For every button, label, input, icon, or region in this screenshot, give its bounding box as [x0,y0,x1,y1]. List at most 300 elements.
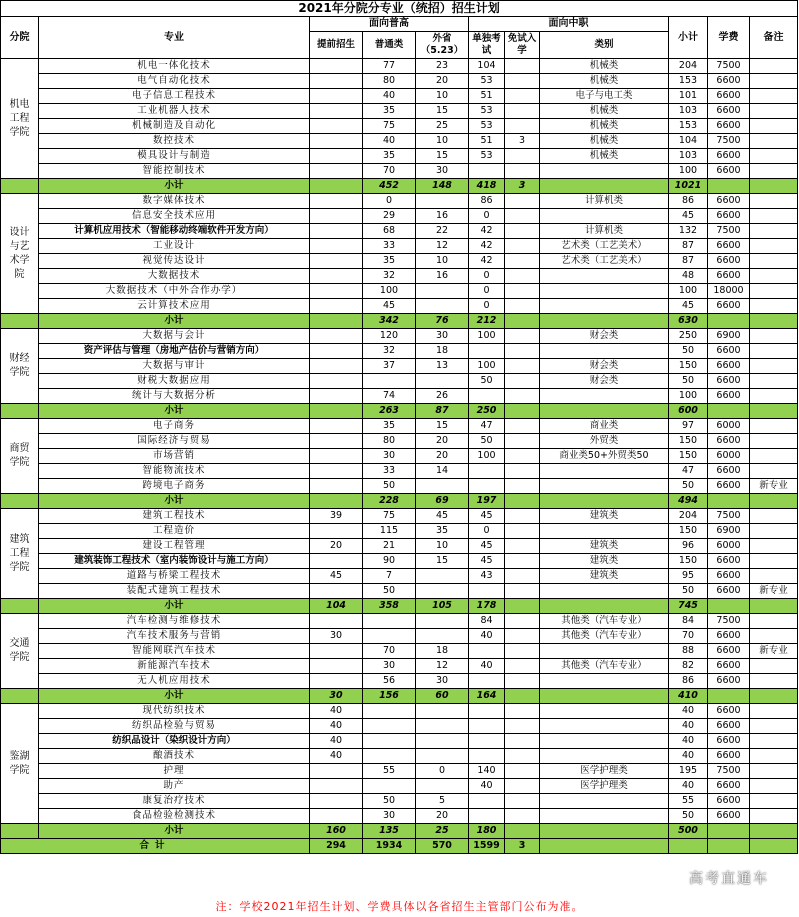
cell-early [310,254,363,269]
cell-category [540,704,669,719]
cell-exempt [505,119,540,134]
cell-fee: 6600 [708,719,750,734]
cell-total: 150 [669,554,708,569]
major-name: 建设工程管理 [39,539,310,554]
cell-note [750,209,798,224]
subtotal-single: 180 [469,824,505,839]
cell-single: 53 [469,119,505,134]
cell-external: 15 [416,554,469,569]
cell-exempt [505,539,540,554]
cell-single: 42 [469,254,505,269]
cell-fee: 6600 [708,794,750,809]
subtotal-row [1,494,798,509]
cell-external [416,749,469,764]
cell-single: 47 [469,419,505,434]
subtotal-external: 87 [416,404,469,419]
cell-exempt [505,329,540,344]
major-name: 工业设计 [39,239,310,254]
cell-total: 153 [669,74,708,89]
cell-note [750,149,798,164]
cell-note [750,119,798,134]
cell-regular: 115 [363,524,416,539]
table-row [1,89,798,104]
cell-external: 30 [416,674,469,689]
cell-early [310,299,363,314]
cell-total: 82 [669,659,708,674]
cell-regular: 74 [363,389,416,404]
cell-note [750,734,798,749]
cell-external [416,719,469,734]
subtotal-spacer [1,179,39,194]
cell-early [310,269,363,284]
major-name: 工程造价 [39,524,310,539]
subtotal-category [540,824,669,839]
cell-note [750,524,798,539]
cell-exempt [505,419,540,434]
cell-category: 建筑类 [540,509,669,524]
cell-note [750,359,798,374]
cell-fee: 6600 [708,674,750,689]
cell-note [750,194,798,209]
cell-single: 100 [469,329,505,344]
cell-category [540,284,669,299]
major-name: 电子信息工程技术 [39,89,310,104]
table-row [1,719,798,734]
cell-regular [363,734,416,749]
cell-regular: 70 [363,644,416,659]
subtotal-total: 600 [669,404,708,419]
cell-fee: 6000 [708,539,750,554]
cell-regular: 40 [363,134,416,149]
subtotal-note [750,689,798,704]
subtotal-external: 76 [416,314,469,329]
subtotal-exempt [505,689,540,704]
cell-external: 18 [416,344,469,359]
cell-exempt [505,809,540,824]
cell-external: 16 [416,269,469,284]
cell-exempt [505,269,540,284]
cell-external: 20 [416,434,469,449]
grand-total-label: 合计 [1,839,310,854]
cell-total: 40 [669,704,708,719]
cell-single: 50 [469,434,505,449]
cell-category: 医学护理类 [540,779,669,794]
cell-exempt [505,299,540,314]
cell-single [469,749,505,764]
table-row [1,809,798,824]
cell-category: 计算机类 [540,224,669,239]
cell-fee: 6600 [708,554,750,569]
subtotal-category [540,494,669,509]
cell-fee: 6600 [708,644,750,659]
subtotal-regular: 156 [363,689,416,704]
cell-external: 20 [416,449,469,464]
table-row [1,659,798,674]
cell-fee: 6600 [708,389,750,404]
cell-early [310,209,363,224]
cell-regular: 40 [363,89,416,104]
cell-external: 10 [416,539,469,554]
table-row [1,329,798,344]
cell-total: 70 [669,629,708,644]
cell-single: 140 [469,764,505,779]
cell-fee: 6600 [708,464,750,479]
table-row [1,389,798,404]
cell-early [310,104,363,119]
cell-note [750,434,798,449]
cell-total: 150 [669,359,708,374]
cell-single: 40 [469,629,505,644]
cell-regular: 56 [363,674,416,689]
table-row [1,74,798,89]
major-name: 智能物流技术 [39,464,310,479]
major-name: 机械制造及自动化 [39,119,310,134]
major-name: 道路与桥梁工程技术 [39,569,310,584]
cell-fee: 6600 [708,119,750,134]
cell-external [416,629,469,644]
subtotal-early [310,314,363,329]
major-name: 食品检验检测技术 [39,809,310,824]
cell-regular: 68 [363,224,416,239]
cell-single: 0 [469,209,505,224]
cell-total: 40 [669,779,708,794]
subtotal-external: 69 [416,494,469,509]
cell-note [750,164,798,179]
cell-early [310,779,363,794]
dept-name: 交通学院 [1,614,39,689]
cell-regular: 30 [363,449,416,464]
cell-external: 12 [416,239,469,254]
cell-fee: 7500 [708,764,750,779]
table-row [1,284,798,299]
major-name: 跨境电子商务 [39,479,310,494]
grand-total-fee [708,839,750,854]
cell-note [750,764,798,779]
cell-early: 39 [310,509,363,524]
cell-category: 建筑类 [540,554,669,569]
cell-total: 132 [669,224,708,239]
cell-total: 100 [669,164,708,179]
cell-category: 其他类（汽车专业） [540,659,669,674]
dept-name: 鉴湖学院 [1,704,39,824]
cell-regular [363,629,416,644]
cell-fee: 6600 [708,359,750,374]
cell-early [310,809,363,824]
cell-early [310,89,363,104]
cell-exempt [505,629,540,644]
cell-exempt [505,74,540,89]
cell-early [310,524,363,539]
cell-note [750,299,798,314]
cell-fee: 7500 [708,614,750,629]
cell-external: 13 [416,359,469,374]
subtotal-note [750,404,798,419]
cell-total: 86 [669,674,708,689]
cell-exempt [505,164,540,179]
table-row [1,734,798,749]
cell-exempt [505,524,540,539]
cell-total: 87 [669,254,708,269]
cell-regular: 30 [363,809,416,824]
cell-external: 15 [416,149,469,164]
cell-category [540,209,669,224]
cell-exempt [505,464,540,479]
major-name: 智能网联汽车技术 [39,644,310,659]
cell-fee: 6600 [708,479,750,494]
cell-exempt [505,779,540,794]
cell-note [750,539,798,554]
cell-total: 88 [669,644,708,659]
table-body [1,59,798,854]
subtotal-early: 104 [310,599,363,614]
cell-single [469,464,505,479]
cell-total: 87 [669,239,708,254]
cell-external: 12 [416,659,469,674]
cell-regular: 55 [363,764,416,779]
cell-total: 100 [669,284,708,299]
cell-total: 103 [669,104,708,119]
subtotal-total: 410 [669,689,708,704]
major-name: 纺织品设计（染织设计方向） [39,734,310,749]
major-name: 数控技术 [39,134,310,149]
cell-regular: 30 [363,659,416,674]
grand-total-total [669,839,708,854]
subtotal-early [310,179,363,194]
header-major: 专业 [39,17,310,59]
cell-exempt [505,149,540,164]
cell-exempt [505,674,540,689]
cell-total: 153 [669,119,708,134]
subtotal-category [540,179,669,194]
cell-fee: 6600 [708,104,750,119]
subtotal-total: 494 [669,494,708,509]
cell-total: 150 [669,434,708,449]
cell-external [416,479,469,494]
cell-single: 100 [469,449,505,464]
cell-total: 204 [669,509,708,524]
cell-total: 250 [669,329,708,344]
header-tuition: 学费 [708,17,750,59]
major-name: 新能源汽车技术 [39,659,310,674]
table-row [1,584,798,599]
cell-regular: 75 [363,509,416,524]
cell-external: 30 [416,164,469,179]
cell-category: 商业类 [540,419,669,434]
subtotal-spacer [1,314,39,329]
cell-single: 42 [469,224,505,239]
major-name: 国际经济与贸易 [39,434,310,449]
cell-category [540,344,669,359]
subtotal-note [750,314,798,329]
cell-regular [363,749,416,764]
cell-total: 97 [669,419,708,434]
cell-regular: 80 [363,434,416,449]
cell-single: 84 [469,614,505,629]
cell-single: 50 [469,374,505,389]
header-dept: 分院 [1,17,39,59]
subtotal-label: 小计 [39,824,310,839]
subtotal-early: 160 [310,824,363,839]
subtotal-fee [708,494,750,509]
cell-category [540,164,669,179]
cell-single: 0 [469,284,505,299]
cell-exempt [505,569,540,584]
cell-regular: 33 [363,239,416,254]
subtotal-regular: 263 [363,404,416,419]
cell-early [310,554,363,569]
cell-fee: 6600 [708,779,750,794]
cell-fee: 18000 [708,284,750,299]
cell-exempt [505,359,540,374]
cell-early [310,659,363,674]
table-row [1,104,798,119]
subtotal-single: 418 [469,179,505,194]
cell-regular: 37 [363,359,416,374]
cell-regular: 35 [363,149,416,164]
major-name: 视觉传达设计 [39,254,310,269]
subtotal-regular: 342 [363,314,416,329]
cell-fee: 6600 [708,89,750,104]
subtotal-early [310,404,363,419]
cell-external [416,569,469,584]
cell-single: 40 [469,659,505,674]
subtotal-exempt [505,404,540,419]
cell-single: 53 [469,104,505,119]
table-row [1,299,798,314]
cell-regular: 80 [363,74,416,89]
cell-note [750,659,798,674]
table-row [1,554,798,569]
subtotal-label: 小计 [39,689,310,704]
cell-note [750,779,798,794]
major-name: 装配式建筑工程技术 [39,584,310,599]
cell-regular: 33 [363,464,416,479]
cell-exempt [505,554,540,569]
table-row [1,164,798,179]
major-name: 助产 [39,779,310,794]
subtotal-external: 25 [416,824,469,839]
cell-regular: 120 [363,329,416,344]
cell-exempt [505,254,540,269]
cell-fee: 6600 [708,344,750,359]
subtotal-single: 250 [469,404,505,419]
header-subtotal: 小计 [669,17,708,59]
cell-category: 其他类（汽车专业） [540,614,669,629]
cell-category: 机械类 [540,149,669,164]
table-row [1,749,798,764]
cell-fee: 6600 [708,149,750,164]
major-name: 大数据技术 [39,269,310,284]
table-row [1,509,798,524]
cell-fee: 6600 [708,299,750,314]
cell-early [310,239,363,254]
cell-single: 51 [469,89,505,104]
cell-single: 51 [469,134,505,149]
cell-exempt [505,284,540,299]
cell-exempt: 3 [505,134,540,149]
subtotal-regular: 358 [363,599,416,614]
cell-early [310,434,363,449]
cell-external: 23 [416,59,469,74]
cell-early [310,74,363,89]
cell-category: 机械类 [540,134,669,149]
table-row [1,629,798,644]
major-name: 大数据技术（中外合作办学） [39,284,310,299]
cell-early [310,674,363,689]
cell-category [540,299,669,314]
cell-early [310,149,363,164]
cell-fee: 6600 [708,809,750,824]
cell-external: 10 [416,89,469,104]
cell-regular: 50 [363,794,416,809]
cell-exempt [505,704,540,719]
cell-fee: 6600 [708,434,750,449]
cell-exempt [505,374,540,389]
cell-total: 84 [669,614,708,629]
cell-category: 其他类（汽车专业） [540,629,669,644]
cell-early: 45 [310,569,363,584]
cell-external: 10 [416,134,469,149]
cell-external: 22 [416,224,469,239]
major-name: 酿酒技术 [39,749,310,764]
cell-regular: 70 [363,164,416,179]
cell-exempt [505,344,540,359]
cell-category: 计算机类 [540,194,669,209]
cell-fee: 6600 [708,74,750,89]
major-name: 财税大数据应用 [39,374,310,389]
cell-early: 20 [310,539,363,554]
header-remarks: 备注 [750,17,798,59]
cell-exempt [505,239,540,254]
cell-total: 150 [669,524,708,539]
cell-total: 101 [669,89,708,104]
cell-external [416,194,469,209]
cell-fee: 6600 [708,569,750,584]
subtotal-note [750,494,798,509]
grand-total-exempt: 3 [505,839,540,854]
cell-fee: 6600 [708,704,750,719]
cell-early [310,119,363,134]
cell-fee: 6000 [708,419,750,434]
cell-regular [363,374,416,389]
table-row [1,569,798,584]
cell-external: 30 [416,329,469,344]
cell-early: 40 [310,704,363,719]
table-row [1,779,798,794]
cell-early [310,374,363,389]
major-name: 智能控制技术 [39,164,310,179]
cell-category: 艺术类（工艺美术） [540,254,669,269]
cell-exempt [505,104,540,119]
cell-total: 150 [669,449,708,464]
cell-category [540,794,669,809]
subtotal-exempt [505,824,540,839]
cell-exempt [505,209,540,224]
cell-single [469,794,505,809]
cell-early [310,584,363,599]
cell-single: 40 [469,779,505,794]
major-name: 电子商务 [39,419,310,434]
subtotal-spacer [1,599,39,614]
table-row [1,449,798,464]
cell-single [469,644,505,659]
major-name: 数字媒体技术 [39,194,310,209]
cell-exempt [505,59,540,74]
header-external-label: 外省 [432,33,452,44]
table-row [1,344,798,359]
table-row [1,224,798,239]
cell-category [540,269,669,284]
